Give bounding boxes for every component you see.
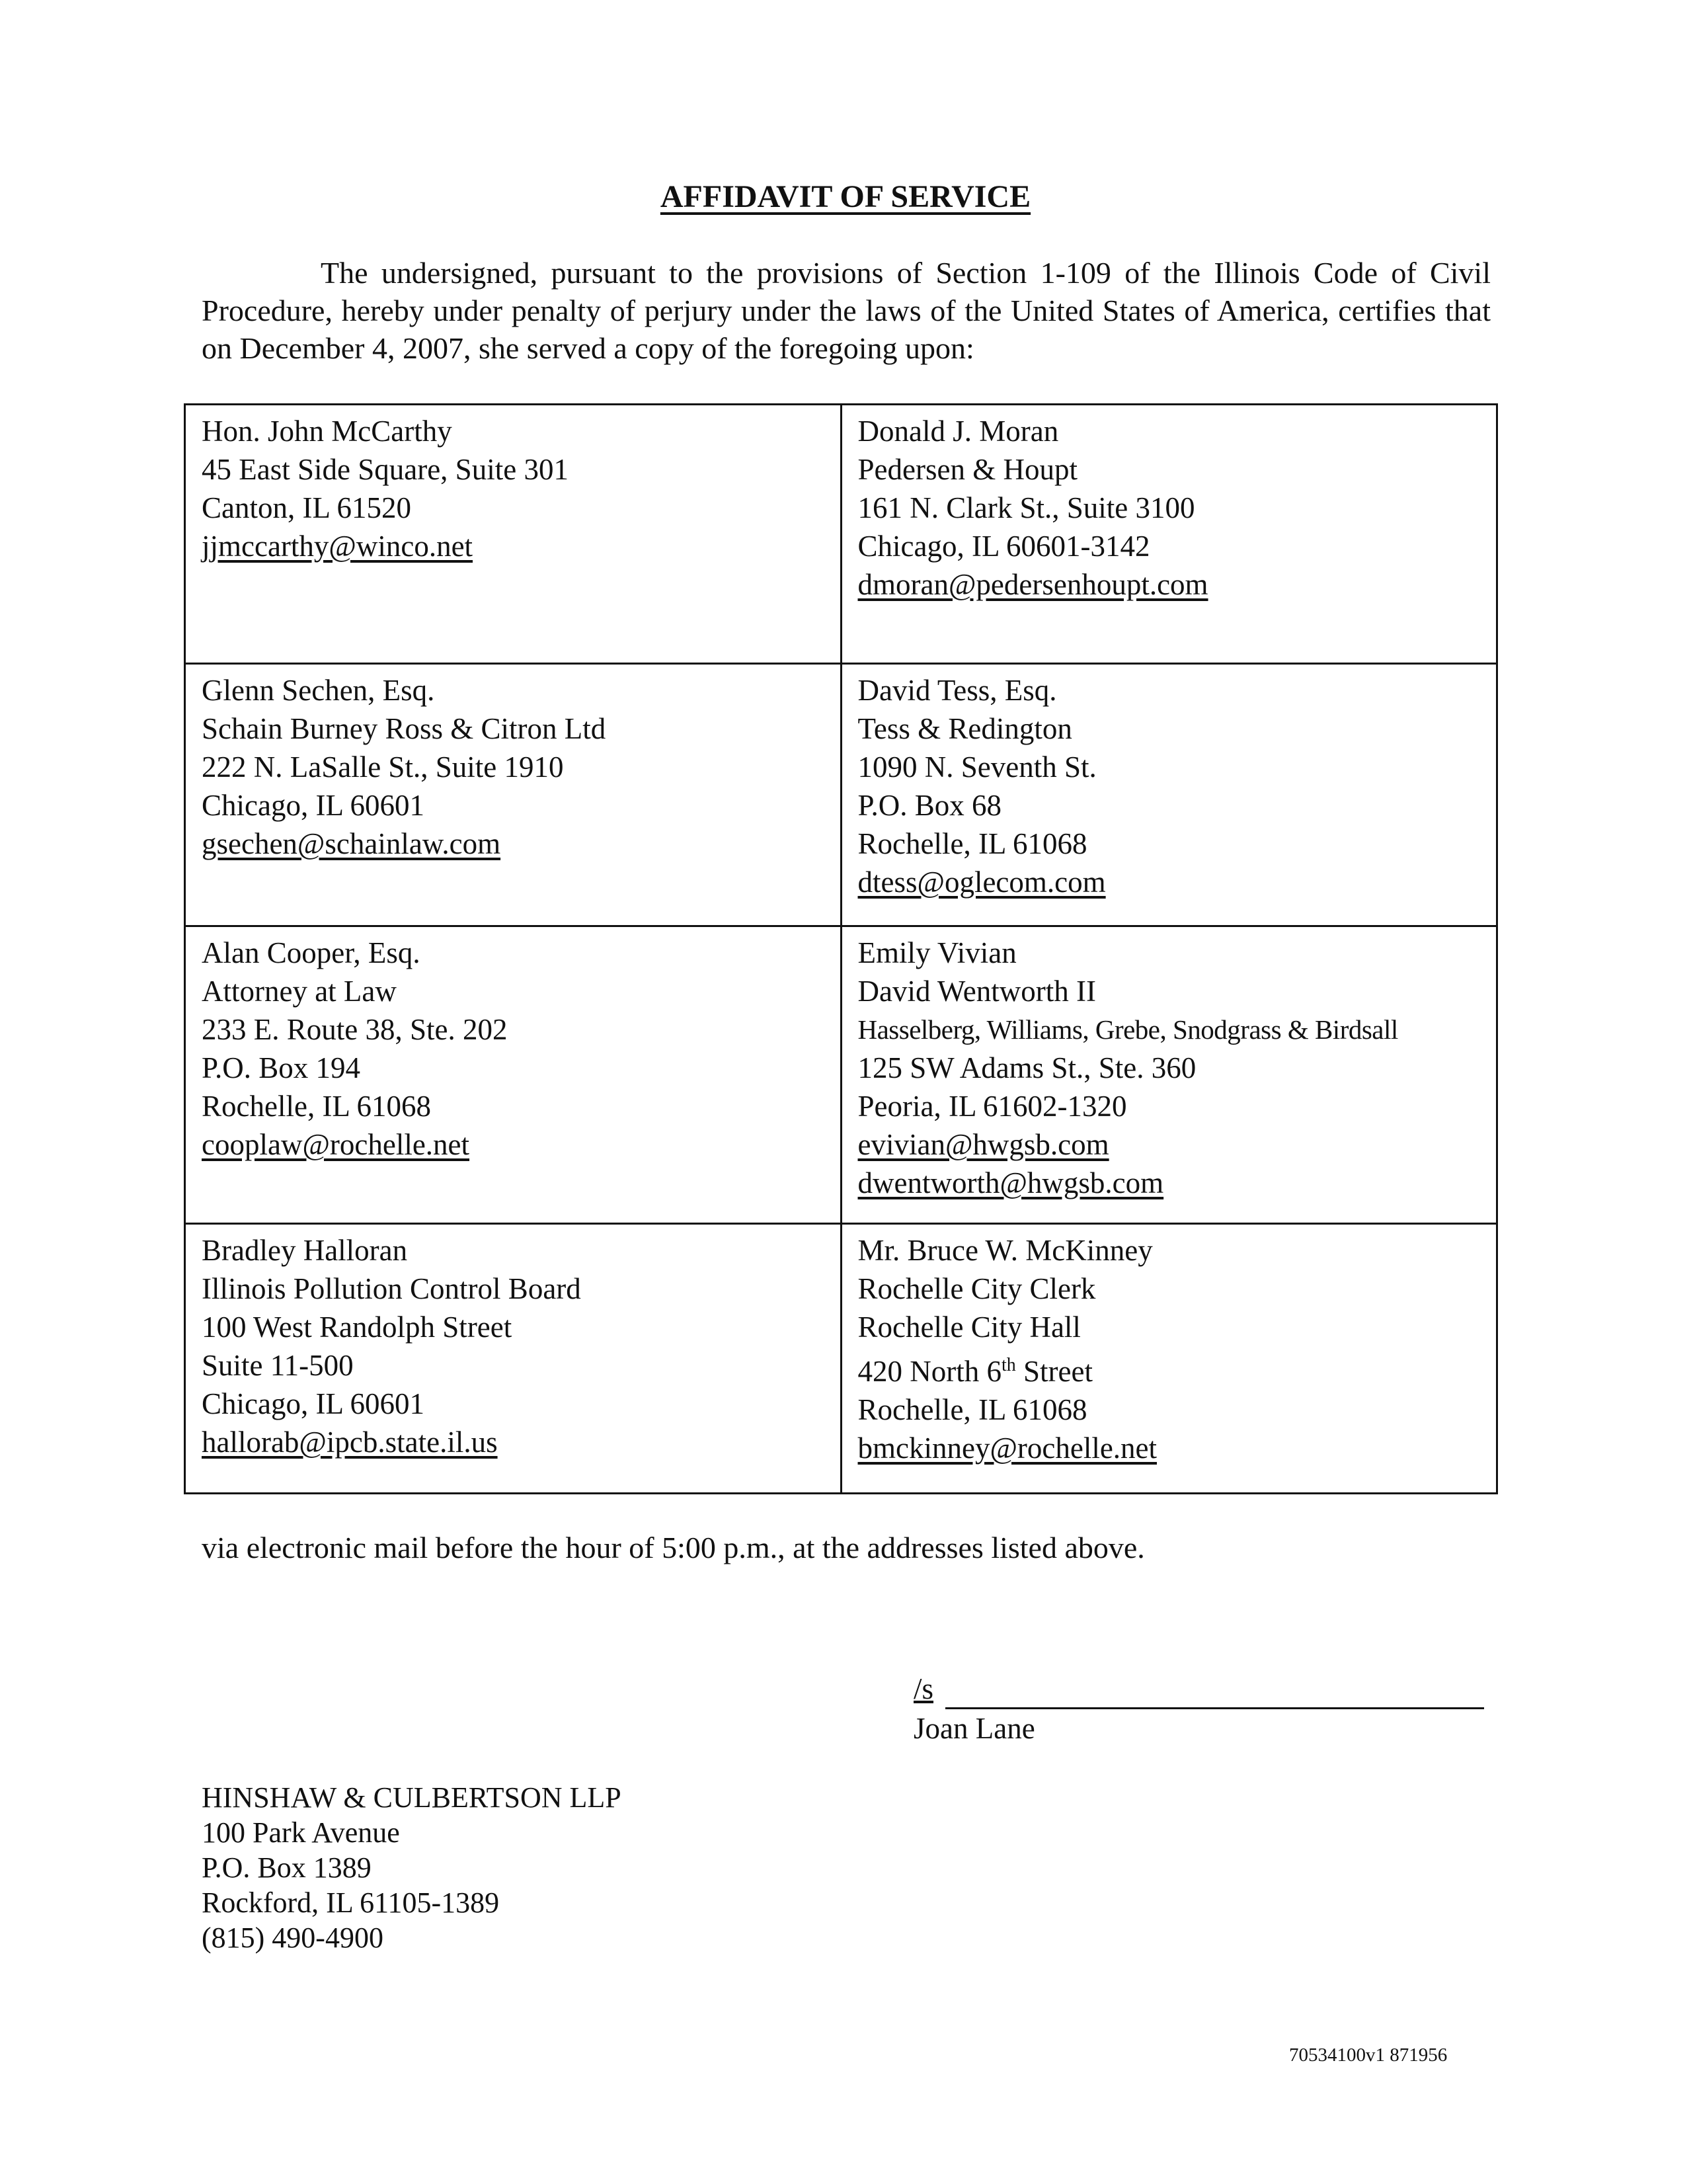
service-list-table: [184, 403, 1498, 1494]
table-row: [185, 405, 1497, 664]
recipient-address: 1090 N. Seventh St.: [857, 750, 1097, 784]
recipient-email-link[interactable]: dtess@oglecom.com: [857, 866, 1106, 899]
firm-street: 100 Park Avenue: [202, 1816, 400, 1849]
recipient-firm: Schain Burney Ross & Citron Ltd: [202, 712, 606, 745]
recipient-city: Rochelle, IL 61068: [202, 1090, 431, 1123]
recipient-cell: [185, 405, 842, 664]
recipient-title: Attorney at Law: [202, 975, 397, 1008]
recipient-firm: Pedersen & Houpt: [857, 453, 1078, 486]
document-title: AFFIDAVIT OF SERVICE: [660, 179, 1031, 214]
intro-text: The undersigned, pursuant to the provisions of Section 1-109 of the Illinois Code of Civil Procedure, hereby under penalty of perjury under the laws of the United States of America, certifies that on December 4, 2007, she served a copy of the foregoing upon:: [202, 256, 1491, 365]
recipient-email-link[interactable]: bmckinney@rochelle.net: [857, 1432, 1158, 1465]
recipient-city: Canton, IL 61520: [202, 491, 412, 524]
intro-paragraph: [202, 254, 1491, 367]
signature-mark: /s: [914, 1672, 934, 1705]
recipient-firm: Tess & Redington: [857, 712, 1072, 745]
recipient-address: 45 East Side Square, Suite 301: [202, 453, 569, 486]
recipient-address: 222 N. LaSalle St., Suite 1910: [202, 750, 564, 784]
recipient-city: Rochelle, IL 61068: [857, 1393, 1087, 1426]
recipient-name: Glenn Sechen, Esq.: [202, 674, 435, 707]
recipient-email-link[interactable]: hallorab@ipcb.state.il.us: [202, 1426, 498, 1459]
recipient-email-link[interactable]: evivian@hwgsb.com: [857, 1128, 1109, 1161]
firm-address-block: [202, 1780, 621, 1955]
table-row: [185, 926, 1497, 1224]
recipient-name: Hon. John McCarthy: [202, 415, 452, 448]
recipient-city: Rochelle, IL 61068: [857, 827, 1087, 860]
recipient-po-box: P.O. Box 194: [202, 1051, 361, 1084]
recipient-address: 420 North 6th Street: [857, 1355, 1093, 1388]
recipient-office: Rochelle City Hall: [857, 1311, 1081, 1344]
firm-city: Rockford, IL 61105-1389: [202, 1886, 500, 1919]
recipient-suite: Suite 11-500: [202, 1349, 354, 1382]
recipient-cell: [185, 926, 842, 1224]
firm-phone: (815) 490-4900: [202, 1921, 383, 1954]
recipient-email-link[interactable]: dwentworth@hwgsb.com: [857, 1166, 1164, 1199]
table-row: [185, 664, 1497, 926]
closing-statement: via electronic mail before the hour of 5:00 p.m., at the addresses listed above.: [202, 1531, 1145, 1564]
recipient-email-link[interactable]: gsechen@schainlaw.com: [202, 827, 501, 860]
recipient-cell: [841, 405, 1497, 664]
recipient-address: 161 N. Clark St., Suite 3100: [857, 491, 1195, 524]
recipient-name: Alan Cooper, Esq.: [202, 936, 420, 969]
recipient-cell: [185, 1224, 842, 1494]
recipient-name: Mr. Bruce W. McKinney: [857, 1234, 1153, 1267]
recipient-address: 100 West Randolph Street: [202, 1311, 512, 1344]
recipient-po-box: P.O. Box 68: [857, 789, 1002, 822]
firm-po-box: P.O. Box 1389: [202, 1851, 372, 1884]
signer-name: Joan Lane: [914, 1712, 1035, 1745]
recipient-email-link[interactable]: jjmccarthy@winco.net: [202, 530, 473, 563]
signature-line: [945, 1707, 1484, 1709]
recipient-title: Rochelle City Clerk: [857, 1272, 1096, 1305]
recipient-name: Emily Vivian: [857, 936, 1017, 969]
recipient-address: 125 SW Adams St., Ste. 360: [857, 1051, 1197, 1084]
recipient-city: Peoria, IL 61602-1320: [857, 1090, 1127, 1123]
document-id: 70534100v1 871956: [1289, 2044, 1448, 2066]
recipient-firm: Illinois Pollution Control Board: [202, 1272, 581, 1305]
table-row: [185, 1224, 1497, 1494]
recipient-name: David Tess, Esq.: [857, 674, 1057, 707]
recipient-firm: Hasselberg, Williams, Grebe, Snodgrass & Birdsall: [857, 1014, 1398, 1045]
recipient-name: David Wentworth II: [857, 975, 1096, 1008]
recipient-city: Chicago, IL 60601: [202, 789, 425, 822]
recipient-email-link[interactable]: cooplaw@rochelle.net: [202, 1128, 470, 1161]
recipient-address: 233 E. Route 38, Ste. 202: [202, 1013, 508, 1046]
recipient-name: Bradley Halloran: [202, 1234, 408, 1267]
recipient-email-link[interactable]: dmoran@pedersenhoupt.com: [857, 568, 1208, 601]
recipient-cell: [841, 664, 1497, 926]
recipient-cell: [185, 664, 842, 926]
recipient-city: Chicago, IL 60601: [202, 1387, 425, 1420]
recipient-cell: [841, 1224, 1497, 1494]
recipient-name: Donald J. Moran: [857, 415, 1059, 448]
recipient-cell: [841, 926, 1497, 1224]
firm-name: HINSHAW & CULBERTSON LLP: [202, 1781, 621, 1814]
recipient-city: Chicago, IL 60601-3142: [857, 530, 1150, 563]
